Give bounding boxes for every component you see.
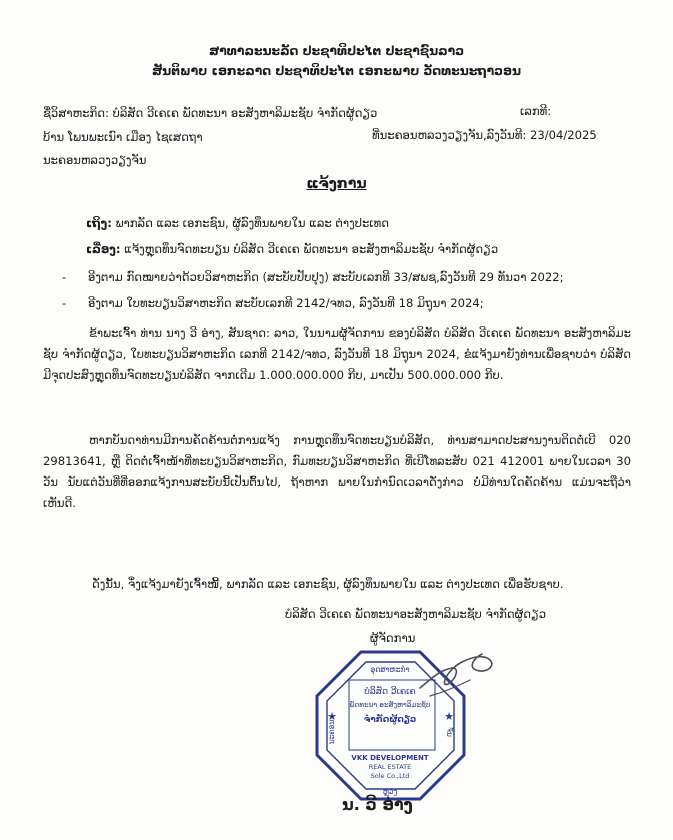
company-name-line: ຊື່ວິສາຫະກິດ: ບໍລິສັດ ວີເຄເຄ ພັດທະນາ ອະສັງຫາລິມະຊັບ ຈຳກັດຜູ້ດຽວ — [43, 106, 378, 120]
national-header-line2: ສັນຕິພາບ ເອກະລາດ ປະຊາທິປະໄຕ ເອກະພາບ ວັດທະນະຖາວອນ — [151, 63, 522, 78]
place-date-line: ທີ່ນະຄອນຫລວງວຽງຈັນ,ລົງວັນທີ: 23/04/2025 — [372, 128, 597, 142]
bullet-dash: - — [62, 270, 67, 284]
reference-item: ອີງຕາມ ໃບທະບຽນວິສາຫະກິດ ສະບັບເລກທີ 2142/ຈທວ, ລົງວັນທີ 18 ມິຖຸນາ 2024; — [88, 296, 484, 310]
subject-text: ແຈ້ງຫຼຸດທຶນຈົດທະບຽນ ບໍລິສັດ ວີເຄເຄ ພັດທະນາ ອະສັງຫາລິມະຊັບ ຈຳກັດຜູ້ດຽວ — [124, 242, 499, 256]
bullet-dash: - — [62, 296, 67, 310]
document-number-label: ເລກທີ: — [520, 104, 552, 118]
addressee-text: ພາກລັດ ແລະ ເອກະຊົນ, ຜູ້ລົງທຶນພາຍໃນ ແລະ ຕ່າງປະເທດ — [115, 216, 389, 230]
body-paragraph-2: ຫາກບັນດາທ່ານມີການຄັດຄ້ານຕໍ່ການແຈ້ງ ການຫຼຸດທຶນຈົດທະບຽນບໍລິສັດ, ທ່ານສາມາດປະສານງານຕິດຕໍ່ເບີ 020 29813641, ຫຼື ຕິດຕໍ່ເຈົ້າໜ້າທີ່ທະບຽນວິສາຫະກິດ, ກົມທະບຽນວິສາຫະກິດ ທີ່ເບີໂທລະສັບ 021 412001 ພາຍໃນເວລາ 30 ວັນ ນັບແຕ່ວັນທີ່ທີ່ອອກແຈ້ງການສະບັບນີ້ເປັນຕົ້ນໄປ, ຖ້າຫາກ ພາຍໃນກຳນົດເວລາດັ່ງກ່າວ ບໍ່ມີທ່ານໃດຄັດຄ້ານ ແມ່ນຈະຖືວ່າເຫັນດີ. — [43, 433, 631, 510]
seal-ring-right: ຈັນ — [445, 727, 454, 737]
seal-inner-top: ບໍລິສັດ ວີເຄເຄ — [364, 687, 416, 697]
seal-ring-left: ນະຄອນ — [327, 719, 336, 745]
seal-ring-top: ອຸດສາຫະກຳ — [370, 665, 410, 674]
company-address-line: ບ້ານ ໂພນພະເນົາ ເມືອງ ໄຊເສດຖາ — [43, 130, 203, 144]
body-paragraph-1: ຂ້າພະເຈົ້າ ທ່ານ ນາງ ວີ ອ່າງ, ສັນຊາດ: ລາວ, ໃນນາມຜູ້ຈັດການ ຂອງບໍລິສັດ ບໍລິສັດ ວີເຄເຄ ພັດທະນາ ອະສັງຫາລິມະຊັບ ຈຳກັດຜູ້ດຽວ, ໃບທະບຽນວິສາຫະກິດ ເລກທີ 2142/ຈທວ, ລົງວັນທີ 18 ມິຖຸນາ 2024, ຂໍແຈ້ງມາຍັງທ່ານເພື່ອຊາບວ່າ ບໍລິສັດມີຈຸດປະສົງຫຼຸດທຶນຈົດທະບຽນບໍລິສັດ ຈາກເດີມ 1.000.000.000 ກີບ, ມາເປັນ 500.000.000 ກີບ. — [43, 326, 631, 382]
company-city-line: ນະຄອນຫລວງວຽງຈັນ — [43, 153, 147, 167]
closing-sentence: ດັ່ງນັ້ນ, ຈຶ່ງແຈ້ງມາຍັງເຈົ້າໜີ້, ພາກລັດ ແລະ ເອກະຊົນ, ຜູ້ລົງທຶນພາຍໃນ ແລະ ຕ່າງປະເທດ ເພື່ອຮັບຊາບ. — [92, 577, 564, 591]
subject-label: ເລື່ອງ: — [86, 242, 121, 256]
seal-bottom: ຫຼວງ — [382, 787, 398, 796]
signatory-name: ນ. ວີ ອ່າງ — [342, 795, 413, 814]
seal-english-2: REAL ESTATE — [368, 763, 412, 771]
reference-item: ອີງຕາມ ກົດໝາຍວ່າດ້ວຍວິສາຫະກິດ (ສະບັບປັບປຸງ) ສະບັບເລກທີ 33/ສພຊ,ລົງວັນທີ 29 ທັນວາ 2022; — [88, 270, 564, 284]
addressee-line — [86, 216, 389, 230]
addressee-label: ເຖິງ: — [86, 216, 112, 230]
star-icon: ★ — [327, 710, 337, 723]
seal-inner-mid: ພັດທະນາ ອະສັງຫາລິມະຊັບ — [349, 700, 431, 709]
star-icon: ★ — [444, 710, 454, 723]
seal-english-1: VKK DEVELOPMENT — [351, 754, 429, 762]
seal-english-3: Sole Co.,Ltd — [370, 772, 410, 780]
signatory-role: ຜູ້ຈັດການ — [370, 631, 416, 645]
handwritten-signature — [410, 640, 500, 710]
seal-inner-lao-short: ຈຳກັດຜູ້ດຽວ — [363, 715, 417, 725]
subject-line — [86, 242, 498, 256]
signatory-company: ບໍລິສັດ ວີເຄເຄ ພັດທະນາອະສັງຫາລິມະຊັບ ຈຳກັດຜູ້ດຽວ — [285, 607, 547, 621]
national-header-line1: ສາທາລະນະລັດ ປະຊາທິປະໄຕ ປະຊາຊົນລາວ — [208, 43, 465, 58]
document-title: ແຈ້ງການ — [306, 176, 367, 192]
